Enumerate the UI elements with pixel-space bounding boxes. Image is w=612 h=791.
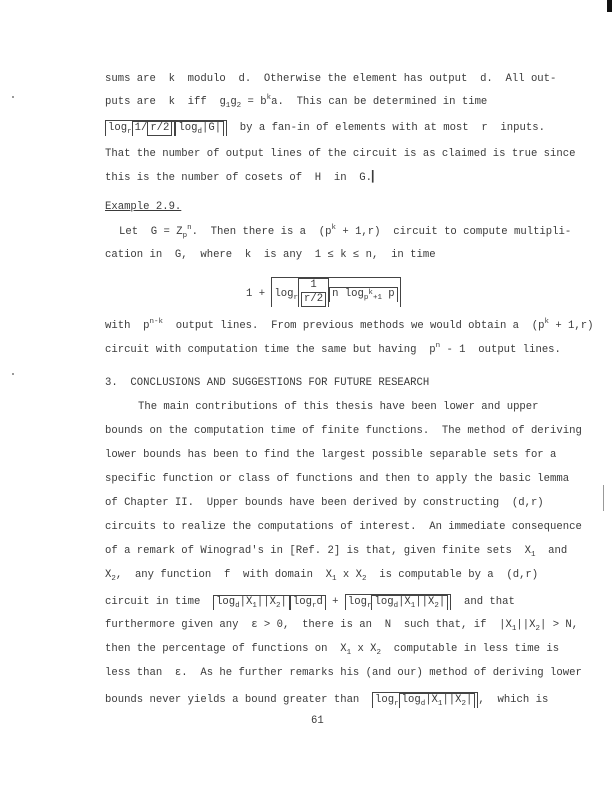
text-line: bounds on the computation time of finite functions. The method of deriving — [105, 425, 582, 437]
text-line: circuits to realize the computations of interest. An immediate consequence — [105, 521, 582, 533]
text-line: with $p^{n-k}$ output lines. From previous methods we would obtain a $(p^k + 1,r)$ — [105, 318, 594, 332]
margin-dot — [12, 373, 14, 375]
text-line: bounds never yields a bound greater than $\log_r \log_d|X_1||X_2|$ , which is — [105, 694, 549, 708]
text-line: specific function or class of functions and then to apply the basic lemma — [105, 473, 570, 485]
text-line: $X_2$, any function f with domain $X_1$ x $X_2$ is computable by a (d,r) — [105, 569, 539, 583]
text-line: That the number of output lines of the circuit is as claimed is true since — [105, 148, 576, 160]
margin-dot — [12, 96, 14, 98]
text-line: of a remark of Winograd's in [Ref. 2] is that, given finite sets $X_1$ and — [105, 545, 568, 559]
margin-bar — [603, 485, 604, 511]
page-number: 61 — [311, 715, 324, 727]
section-heading: 3. CONCLUSIONS AND SUGGESTIONS FOR FUTURE RESEARCH — [105, 377, 430, 389]
text-line: of Chapter II. Upper bounds have been derived by constructing (d,r) — [105, 497, 544, 509]
text-line: furthermore given any ε > 0, there is an N such that, if $|X_1||X_2| > N$, — [105, 619, 579, 633]
text-line: The main contributions of this thesis have been lower and upper — [138, 401, 539, 413]
corner-mark — [607, 0, 612, 12]
end-of-proof-mark: ▎ — [372, 172, 379, 184]
text-line: sums are k modulo d. Otherwise the element has output d. All out- — [105, 73, 557, 85]
example-heading: Example 2.9. — [105, 201, 182, 213]
equation: $1 + \log_r$ $\frac{1}{r/2}$ n $\log_{pk+1} p$ — [246, 277, 401, 307]
text-line: circuit in time $\log_d|X_1||X_2|$ $\log_rd + \log_r \log_d|X_1||X_2|$ and that — [105, 596, 515, 610]
text-line: lower bounds has been to find the largest possible separable sets for a — [105, 449, 557, 461]
text-line: Let $G = Z_p^n$. Then there is a $(p^k + 1,r)$ circuit to compute multipli- — [119, 224, 572, 240]
text-line: puts are k iff $g_1g_2 = b^ka$. This can be determined in time — [105, 94, 488, 110]
text-line: circuit with computation time the same but having $p^n - 1$ output lines. — [105, 342, 561, 356]
text-line: less than ε. As he further remarks his (and our) method of deriving lower — [105, 667, 582, 679]
text-line: this is the number of cosets of H in G.▎ — [105, 172, 379, 184]
text-line: cation in G, where k is any 1 ≤ k ≤ n, in time — [105, 249, 436, 261]
text-line: $\log_r 1/$ r/2 $\log_d|G|$ by a fan-in of elements with at most r inputs. — [105, 120, 545, 136]
text-line: then the percentage of functions on $X_1$ x $X_2$ computable in less time is — [105, 643, 560, 657]
